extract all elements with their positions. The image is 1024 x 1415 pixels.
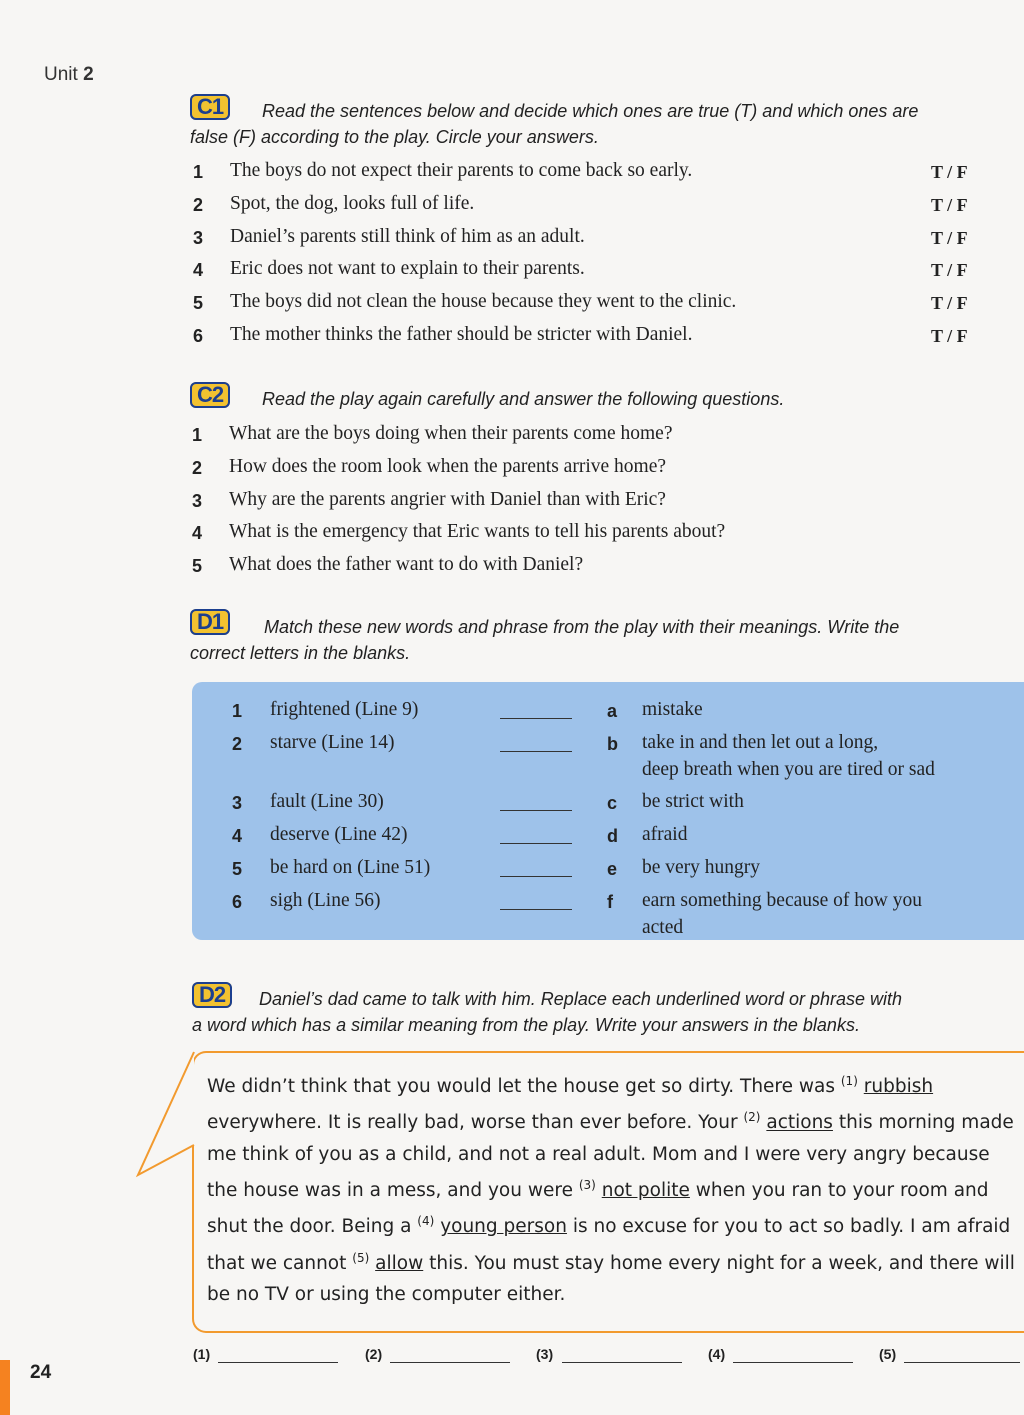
unit-label: Unit 2 [44, 64, 94, 85]
c1-item-number: 1 [193, 162, 204, 182]
underlined-phrase: young person [440, 1216, 567, 1238]
answer-blank[interactable] [390, 1362, 510, 1363]
c1-item-text: The boys do not expect their parents to come back so early. [230, 160, 693, 181]
meaning-text: take in and then let out a long, [642, 732, 879, 753]
page-tab [0, 1360, 10, 1415]
match-word-number: 1 [232, 701, 243, 721]
c1-item-text: The boys did not clean the house because they went to the clinic. [230, 291, 737, 312]
c1-true-false-choice[interactable]: T / F [931, 162, 968, 182]
meaning-text: be very hungry [642, 857, 761, 878]
match-word-number: 5 [232, 859, 243, 879]
passage-text: is no excuse for you to act so badly. I am afraid that we cannot [207, 1216, 1011, 1274]
meaning-letter: a [607, 701, 618, 721]
passage-text: this. You must stay home every night for a week, and there will be no TV or using the computer either. [207, 1252, 1015, 1305]
answer-label: (2) [365, 1346, 383, 1362]
answer-blank[interactable] [733, 1362, 853, 1363]
c1-true-false-choice[interactable]: T / F [931, 228, 968, 248]
meaning-letter: e [607, 859, 618, 879]
underlined-phrase: not polite [601, 1180, 690, 1202]
meaning-text: mistake [642, 699, 703, 720]
d2-instruction-line2: a word which has a similar meaning from the play. Write your answers in the blanks. [192, 1015, 860, 1035]
match-word: fault (Line 30) [270, 791, 384, 812]
d1-instruction-line2: correct letters in the blanks. [190, 643, 411, 663]
answer-blank[interactable] [500, 751, 572, 752]
meaning-letter: f [607, 892, 613, 912]
c1-true-false-choice[interactable]: T / F [931, 195, 968, 215]
passage-text: when you ran to your room and shut the door. Being a [207, 1180, 989, 1238]
answer-label: (3) [536, 1346, 554, 1362]
meaning-letter: d [607, 826, 618, 846]
d1-instruction-line1: Match these new words and phrase from the play with their meanings. Write the [264, 617, 900, 637]
section-badge-c2: C2 [190, 382, 230, 408]
c1-instruction-line2: false (F) according to the play. Circle your answers. [190, 127, 599, 147]
c1-true-false-choice[interactable]: T / F [931, 326, 968, 346]
blank-number: (3) [578, 1177, 596, 1192]
c2-item-number: 2 [192, 458, 203, 478]
c2-item-number: 5 [192, 556, 203, 576]
answer-blank[interactable] [500, 718, 572, 719]
answer-blank[interactable] [904, 1362, 1020, 1363]
c2-question: What is the emergency that Eric wants to tell his parents about? [229, 521, 726, 542]
c1-item-text: Spot, the dog, looks full of life. [230, 193, 475, 214]
answer-blank[interactable] [562, 1362, 682, 1363]
meaning-text: be strict with [642, 791, 744, 812]
c1-item-text: Eric does not want to explain to their parents. [230, 258, 585, 279]
meaning-text-continued: deep breath when you are tired or sad [642, 759, 935, 780]
blank-number: (1) [840, 1074, 858, 1088]
match-word: be hard on (Line 51) [270, 857, 431, 878]
c2-question: What does the father want to do with Daniel? [229, 554, 584, 575]
match-word: frightened (Line 9) [270, 699, 419, 720]
answer-blank[interactable] [500, 909, 572, 910]
c1-true-false-choice[interactable]: T / F [931, 260, 968, 280]
c2-question: How does the room look when the parents arrive home? [229, 456, 666, 477]
c1-item-number: 2 [193, 195, 204, 215]
passage-text: We didn’t think that you would let the house get so dirty. There was [207, 1076, 841, 1098]
c2-item-number: 4 [192, 523, 203, 543]
underlined-phrase: allow [375, 1252, 424, 1274]
match-word-number: 2 [232, 734, 243, 754]
c1-item-text: Daniel’s parents still think of him as an adult. [230, 226, 585, 247]
blank-number: (5) [352, 1250, 370, 1265]
match-word-number: 4 [232, 826, 243, 846]
meaning-text-continued: acted [642, 917, 684, 938]
c2-question: Why are the parents angrier with Daniel than with Eric? [229, 489, 666, 510]
c2-instruction: Read the play again carefully and answer the following questions. [262, 389, 785, 409]
section-badge-d1: D1 [190, 609, 230, 635]
speech-bubble-tail [130, 1050, 200, 1190]
section-badge-c1: C1 [190, 94, 230, 120]
answer-label: (1) [193, 1346, 211, 1362]
blank-number: (2) [743, 1110, 761, 1125]
page-number: 24 [30, 1362, 52, 1383]
passage-text: everywhere. It is really bad, worse than ever before. Your [207, 1112, 744, 1134]
meaning-letter: b [607, 734, 618, 754]
c1-item-number: 3 [193, 228, 204, 248]
c2-item-number: 3 [192, 491, 203, 511]
c1-true-false-choice[interactable]: T / F [931, 293, 968, 313]
meaning-letter: c [607, 793, 618, 813]
answer-blank[interactable] [500, 843, 572, 844]
meaning-text: afraid [642, 824, 688, 845]
match-word-number: 6 [232, 892, 243, 912]
c1-item-number: 4 [193, 260, 204, 280]
section-badge-d2: D2 [192, 982, 232, 1008]
match-word: sigh (Line 56) [270, 890, 381, 911]
passage-text: this morning made me think of you as a child, and not a real adult. Mom and I were very angry because the house was in a mess, and you were [207, 1112, 1014, 1202]
match-word: starve (Line 14) [270, 732, 395, 753]
c1-item-text: The mother thinks the father should be stricter with Daniel. [230, 324, 693, 345]
meaning-text: earn something because of how you [642, 890, 922, 911]
c2-item-number: 1 [192, 425, 203, 445]
c1-item-number: 5 [193, 293, 204, 313]
answer-blank[interactable] [500, 810, 572, 811]
c2-question: What are the boys doing when their parents come home? [229, 423, 673, 444]
underlined-phrase: rubbish [863, 1076, 934, 1098]
answer-label: (5) [879, 1346, 897, 1362]
c1-instruction-line1: Read the sentences below and decide which ones are true (T) and which ones are [262, 101, 919, 121]
answer-blank[interactable] [218, 1362, 338, 1363]
c1-item-number: 6 [193, 326, 204, 346]
answer-blank[interactable] [500, 876, 572, 877]
match-word-number: 3 [232, 793, 243, 813]
blank-number: (4) [417, 1214, 435, 1229]
match-word: deserve (Line 42) [270, 824, 408, 845]
answer-label: (4) [708, 1346, 726, 1362]
dad-speech-passage [207, 1066, 1017, 1310]
underlined-phrase: actions [766, 1112, 833, 1134]
d2-instruction-line1: Daniel’s dad came to talk with him. Replace each underlined word or phrase with [259, 989, 903, 1009]
